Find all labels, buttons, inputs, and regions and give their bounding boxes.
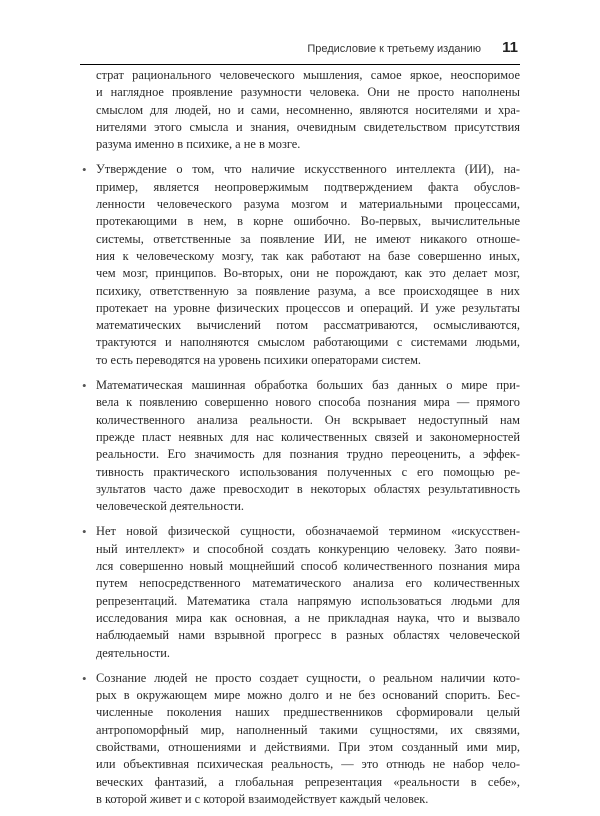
text-line: ный интеллект» и способной создать конкуренцию человеку. Зато появи- — [96, 541, 520, 556]
text-line: протекающими в нем, в корне ошибочно. Во-первых, вычислительные — [96, 214, 520, 229]
text-line: пример, является неопровержимым подтверждением факта обуслов- — [96, 179, 520, 194]
text-line: реальности. Его значимость для познания трудно переоценить, а эффек- — [96, 447, 520, 462]
text-line: путем непосредственного математического анализа его количественных — [96, 576, 520, 591]
text-line: ленности человеческого разума мозгом и материальными процессами, — [96, 197, 520, 212]
paragraph — [96, 67, 520, 153]
text-line: свойствами, отношениями и действиями. При этом созданный ими мир, — [96, 739, 520, 754]
text-line: протекает на уровне физических процессов и операций. И уже результаты — [96, 300, 520, 315]
text-line: человеческой деятельности. — [96, 499, 244, 514]
text-line: репрезентаций. Математика стала напрямую использоваться людьми для — [96, 593, 520, 608]
text-line: смыслом для людей, но и сами, несомненно, являются носителями и хра- — [96, 102, 520, 117]
bullet-paragraph — [82, 161, 520, 369]
text-line: ния к человеческому мозгу, так как работают на базе совершенно иных, — [96, 248, 520, 263]
text-line: Утверждение о том, что наличие искусственного интеллекта (ИИ), на- — [96, 162, 520, 177]
text-line: или объективная психическая реальность, — это отнюдь не набор чело- — [96, 757, 520, 772]
text-line: наблюдаемый нами взрывной прогресс в разных областях человеческой — [96, 628, 520, 643]
bullet-icon: • — [82, 378, 87, 394]
text-line: страт рационального человеческого мышления, самое яркое, неоспоримое — [96, 68, 520, 82]
bullet-icon: • — [82, 162, 87, 178]
bullet-paragraph — [82, 377, 520, 515]
text-line: тивность практического использования полученных с его помощью ре- — [96, 464, 520, 479]
text-line: антропоморфный мир, наполненный такими сущностями, их связями, — [96, 722, 520, 737]
running-header-title: Предисловие к третьему изданию — [307, 43, 481, 55]
text-line: Нет новой физической сущности, обозначаемой термином «искусствен- — [96, 524, 520, 539]
text-line: прежде пласт неявных для нас количественных связей и закономерностей — [96, 429, 520, 444]
text-line: количественного анализа реальности. Он вскрывает недоступный нам — [96, 412, 520, 427]
text-line: Сознание людей не просто создает сущности, о реальном наличии кото- — [96, 670, 520, 685]
text-line: трактуются и наполняются смыслом работающими с системами людьми, — [96, 335, 520, 350]
text-line: психику, ответственную за появление разума, а все происходящее в них — [96, 283, 520, 298]
text-line: разума именно в психике, а не в мозге. — [96, 137, 301, 152]
text-line: рых в окружающем мире можно долго и не без оснований спорить. Бес- — [96, 688, 520, 703]
text-line: Математическая машинная обработка больших баз данных о мире при- — [96, 378, 520, 393]
bullet-icon: • — [82, 524, 87, 540]
text-line: зультатов часто даже превосходит в некоторых областях результативность — [96, 481, 520, 496]
text-line: в которой живет и с которой взаимодействует каждый человек. — [96, 791, 429, 806]
bullet-paragraph — [82, 523, 520, 661]
text-line: нителями этого смысла и знания, очевидным свидетельством присутствия — [96, 119, 520, 134]
bullet-icon: • — [82, 670, 87, 686]
header-rule — [80, 64, 520, 65]
text-line: и наглядное проявление разумности человека. Они не просто наполнены — [96, 85, 520, 100]
text-line: исследования мира как основная, а не прикладная наука, что и вызвало — [96, 610, 520, 625]
running-header — [0, 40, 600, 60]
text-line: лся совершенно новый мощнейший способ количественного познания мира — [96, 559, 520, 574]
bullet-paragraph — [82, 670, 520, 808]
text-line: то есть переводятся на уровень психики операторами систем. — [96, 352, 422, 367]
page-body — [82, 67, 520, 816]
text-line: системы, ответственные за появление ИИ, не имеют никакого отноше- — [96, 231, 520, 246]
page-number: 11 — [502, 39, 518, 56]
text-line: чем мозг, принципов. Во-вторых, они не порождают, как это делает мозг, — [96, 266, 520, 281]
text-line: вела к появлению совершенно нового способа познания мира — прямого — [96, 395, 520, 410]
text-line: численные поколения наших предшественников сформировали целый — [96, 705, 520, 720]
text-line: математических вычислений потом рассматриваются, осмысливаются, — [96, 318, 520, 333]
text-line: веческих фантазий, а глобальная репрезентация «реальности в себе», — [96, 774, 520, 789]
text-line: деятельности. — [96, 645, 171, 660]
